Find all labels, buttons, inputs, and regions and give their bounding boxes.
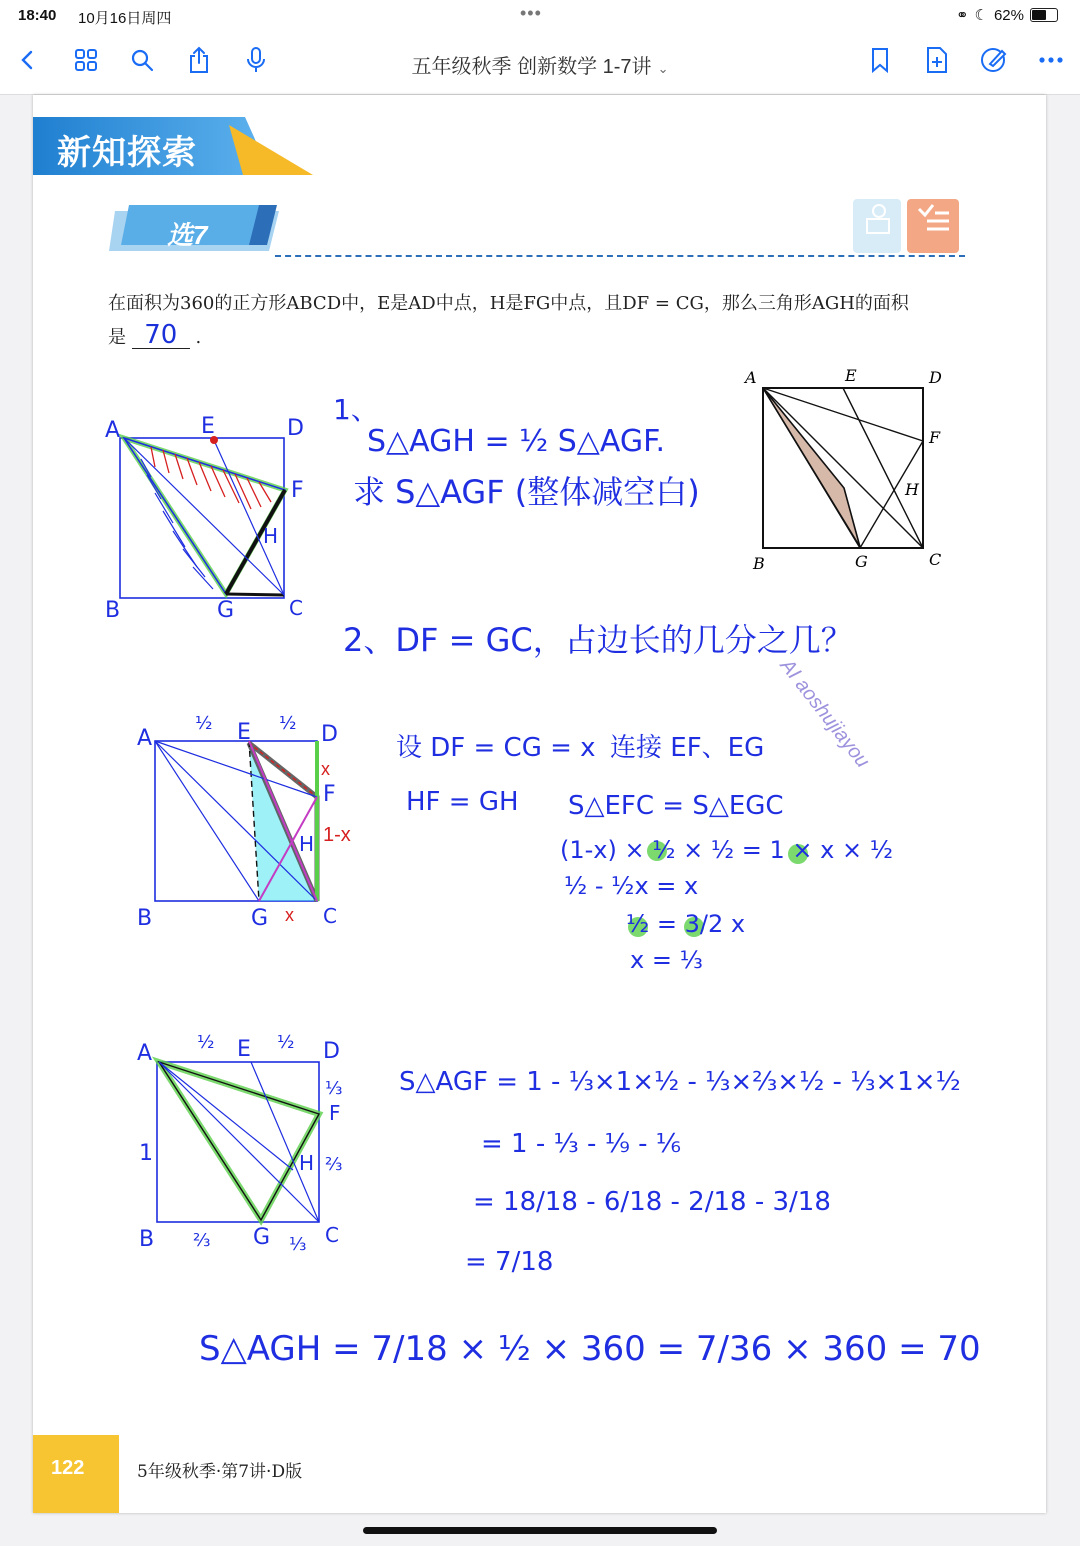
- label-F: F: [929, 428, 941, 447]
- step2-question: 2、DF = GC，占边长的几分之几？: [343, 621, 853, 659]
- question-line-1: 在面积为360的正方形ABCD中，E是AD中点，H是FG中点，且DF = CG，那么三角形AGH的面积: [108, 293, 909, 314]
- svg-text:A: A: [137, 726, 153, 751]
- fig2-one-minus-x: 1-x: [323, 824, 351, 846]
- question-line-2: [108, 321, 988, 355]
- footer-text: 5年级秋季·第7讲·D版: [137, 1462, 303, 1482]
- svg-text:E: E: [237, 720, 251, 745]
- question-end: .: [195, 327, 202, 348]
- fig3-half-right: ½: [277, 1032, 295, 1053]
- label-G: G: [855, 552, 868, 571]
- handwritten-notes-step2: [333, 615, 893, 665]
- svg-text:A: A: [105, 418, 121, 443]
- battery-percent: 62%: [993, 6, 1024, 24]
- label-B: B: [753, 554, 765, 573]
- add-page-icon[interactable]: [921, 44, 953, 76]
- area-equation: S△EFC = S△EGC: [568, 791, 784, 821]
- question-prefix: 是: [108, 327, 126, 348]
- calc-line-4: = 7/18: [465, 1247, 554, 1277]
- problem-number: 选7: [167, 220, 208, 250]
- equation-2: ½ - ½x = x: [564, 872, 699, 900]
- moon-icon: ☾: [974, 7, 988, 24]
- status-bar: [0, 0, 1080, 30]
- calc-line-3: = 18/18 - 6/18 - 2/18 - 3/18: [473, 1187, 831, 1217]
- practice-badge-icon[interactable]: [907, 199, 959, 253]
- markup-icon[interactable]: [978, 44, 1010, 76]
- svg-text:G: G: [253, 1225, 271, 1250]
- svg-text:D: D: [287, 416, 304, 441]
- connect-ef-eg: 连接 EF、EG: [610, 733, 765, 763]
- svg-text:D: D: [323, 1039, 340, 1064]
- fig3-half-left: ½: [197, 1032, 215, 1053]
- step1-number: 1、: [333, 393, 379, 426]
- fig2-x: x: [321, 759, 330, 779]
- svg-text:E: E: [237, 1037, 251, 1062]
- document-title[interactable]: [0, 50, 1080, 79]
- svg-text:H: H: [263, 524, 279, 548]
- fig3-third-df: ⅓: [325, 1078, 343, 1099]
- battery-icon: [1030, 8, 1058, 22]
- fig2-x-bottom: x: [285, 905, 294, 925]
- status-date: 10月16日周四: [78, 10, 172, 27]
- svg-text:B: B: [137, 906, 153, 931]
- svg-text:F: F: [329, 1101, 341, 1125]
- svg-text:H: H: [299, 832, 315, 856]
- printed-figure: [733, 367, 963, 577]
- handwritten-final-answer: [193, 1310, 981, 1380]
- toolbar: [0, 30, 1080, 95]
- svg-text:F: F: [323, 782, 336, 807]
- section-title: 新知探索: [57, 134, 197, 172]
- document-title-text: 五年级秋季 创新数学 1-7讲: [411, 56, 652, 78]
- answer-blank: 70: [132, 322, 190, 349]
- svg-text:G: G: [217, 598, 235, 623]
- svg-text:C: C: [325, 1223, 339, 1247]
- svg-text:C: C: [289, 596, 303, 620]
- handwritten-figure-2: [133, 705, 373, 935]
- handwritten-figure-1: [101, 407, 321, 623]
- fig2-half-left: ½: [195, 713, 213, 734]
- question-text: [108, 287, 988, 355]
- handwritten-figure-3: [133, 1020, 373, 1260]
- home-indicator[interactable]: [363, 1527, 717, 1534]
- chevron-down-icon: ⌄: [657, 61, 669, 76]
- svg-text:G: G: [251, 906, 269, 931]
- svg-text:B: B: [105, 598, 121, 623]
- svg-text:H: H: [299, 1151, 315, 1175]
- fig2-half-right: ½: [279, 713, 297, 734]
- set-variable: 设 DF = CG = x: [396, 733, 596, 763]
- watermark: AI aoshujiayou: [775, 655, 874, 772]
- battery-fill: [1032, 10, 1046, 20]
- label-C: C: [929, 550, 942, 569]
- fig3-two-thirds-fc: ⅔: [325, 1154, 343, 1175]
- equation-3: ½ = 3/2 x: [626, 910, 746, 938]
- equation-4: x = ⅓: [630, 946, 703, 974]
- svg-text:B: B: [139, 1227, 155, 1252]
- fig3-third-gc: ⅓: [289, 1234, 307, 1255]
- svg-text:D: D: [321, 722, 338, 747]
- link-icon: ⚭: [955, 7, 969, 24]
- video-badge-icon[interactable]: [853, 199, 901, 253]
- fig3-two-thirds-bg: ⅔: [193, 1230, 211, 1251]
- fig3-side-one: 1: [139, 1141, 153, 1166]
- bookmark-icon[interactable]: [864, 44, 896, 76]
- section-banner: [33, 117, 313, 175]
- hf-equals-gh: HF = GH: [406, 787, 519, 817]
- dashed-divider: [275, 255, 965, 257]
- svg-text:E: E: [201, 414, 215, 439]
- document-page[interactable]: [33, 95, 1046, 1513]
- label-D: D: [929, 368, 942, 387]
- svg-text:A: A: [137, 1041, 153, 1066]
- step1-goal: 求 S△AGF (整体减空白): [353, 473, 700, 511]
- label-H: H: [905, 480, 919, 499]
- status-time: 18:40: [18, 7, 57, 24]
- step1-equation: S△AGH = ½ S△AGF.: [367, 424, 666, 459]
- calc-line-1: S△AGF = 1 - ⅓×1×½ - ⅓×⅔×½ - ⅓×1×½: [399, 1067, 961, 1097]
- handwritten-notes-step1: [323, 379, 743, 529]
- more-icon[interactable]: [1035, 44, 1067, 76]
- page-number: 122: [51, 1457, 85, 1479]
- calc-line-2: = 1 - ⅓ - ⅑ - ⅙: [481, 1129, 681, 1159]
- handwritten-notes-equations: [388, 720, 893, 990]
- svg-text:F: F: [291, 478, 304, 503]
- multitask-dots-icon[interactable]: •••: [520, 3, 542, 23]
- equation-1: (1-x) × ½ × ½ = 1 × x × ½: [560, 836, 893, 864]
- handwritten-calculation: [393, 1050, 961, 1290]
- label-A: A: [745, 368, 757, 387]
- final-equation: S△AGH = 7/18 × ½ × 360 = 7/36 × 360 = 70: [199, 1329, 981, 1369]
- problem-tag: [109, 205, 279, 257]
- status-right: [956, 6, 1058, 24]
- svg-text:C: C: [323, 904, 337, 928]
- label-E: E: [845, 366, 857, 385]
